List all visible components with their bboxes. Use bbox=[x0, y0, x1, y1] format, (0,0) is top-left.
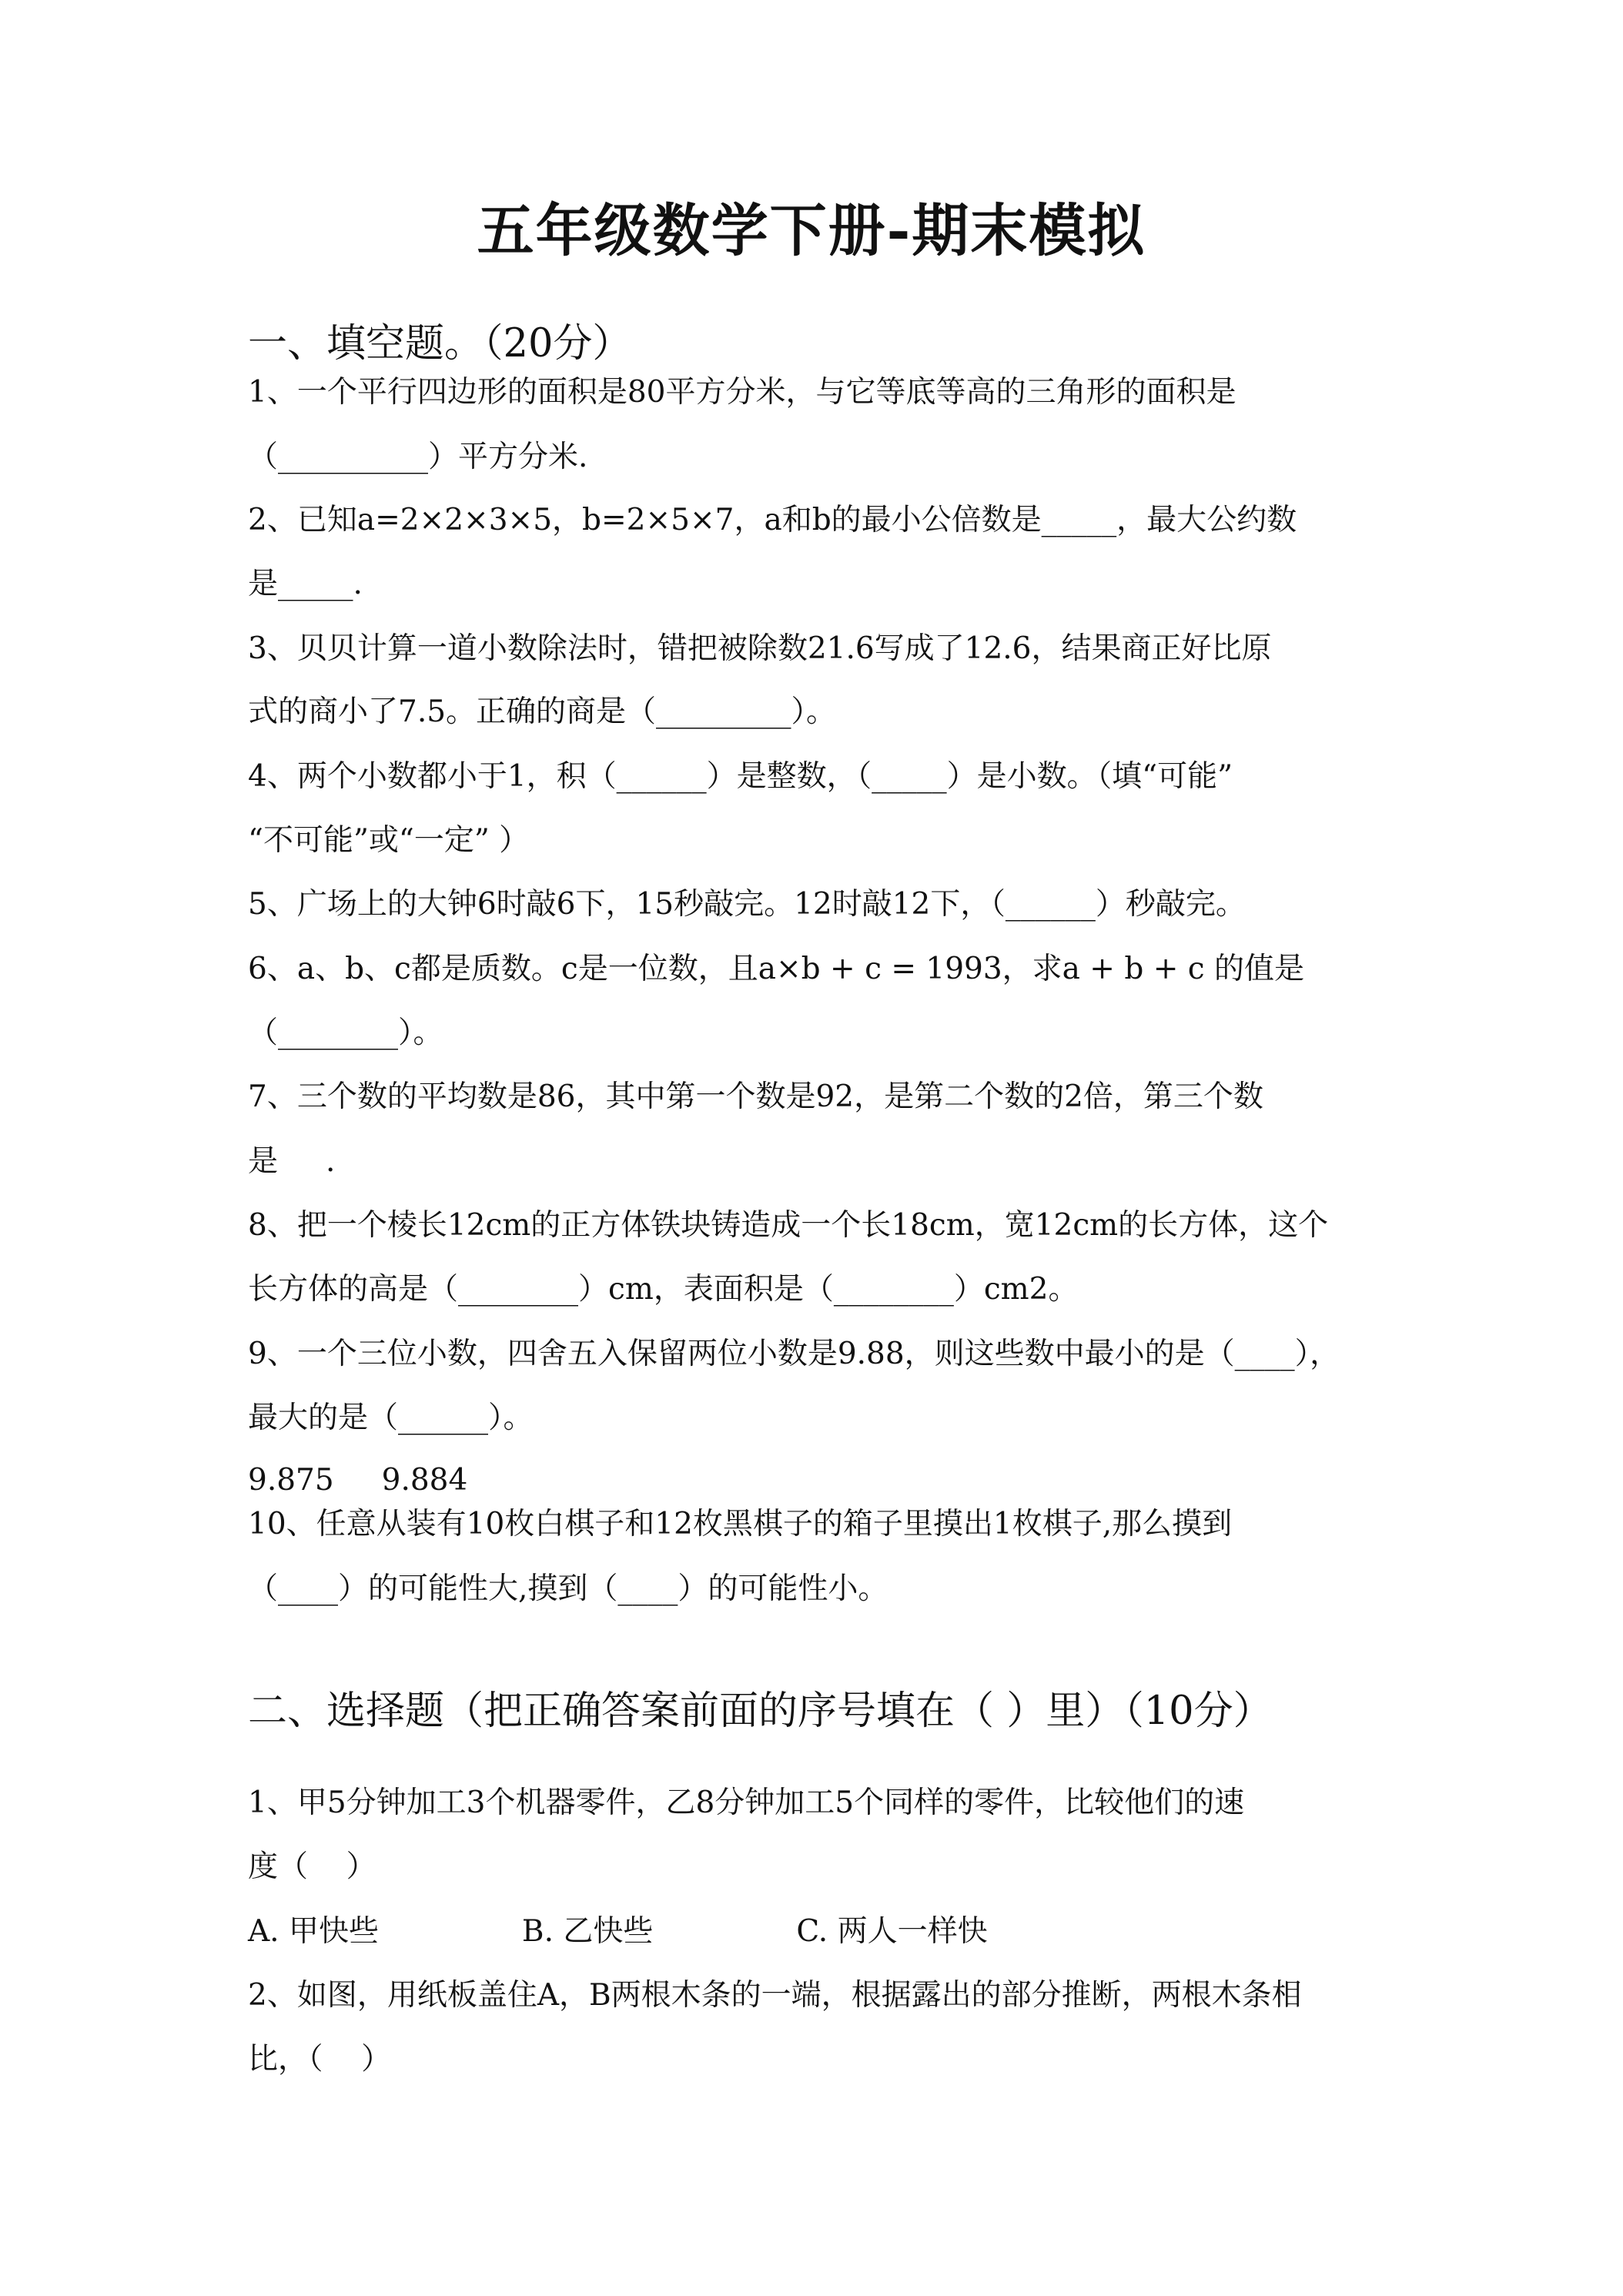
question-line: 是_____. bbox=[248, 567, 363, 601]
question-line: 5、广场上的大钟6时敲6下，15秒敲完。12时敲12下，（______）秒敲完。 bbox=[248, 887, 1246, 922]
question-line: 最大的是（______）。 bbox=[248, 1401, 534, 1435]
question-line: 6、a、b、c都是质数。c是一位数，且a×b + c = 1993，求a + b + c 的值是 bbox=[248, 952, 1305, 986]
question-line: 10、任意从装有10枚白棋子和12枚黑棋子的箱子里摸出1枚棋子,那么摸到 bbox=[248, 1507, 1233, 1541]
page-title: 五年级数学下册-期末模拟 bbox=[477, 198, 1146, 264]
question-line: 式的商小了7.5。正确的商是（_________）。 bbox=[248, 694, 837, 729]
question-line: 9.875 9.884 bbox=[248, 1463, 468, 1498]
question-line: 2、已知a=2×2×3×5，b=2×5×7，a和b的最小公倍数是_____，最大公约数 bbox=[248, 503, 1297, 537]
question-line: 是 . bbox=[248, 1144, 336, 1179]
question-line: 1、甲5分钟加工3个机器零件，乙8分钟加工5个同样的零件，比较他们的速 bbox=[248, 1786, 1245, 1820]
section-heading-fill-blank: 一、填空题。（20分） bbox=[248, 321, 632, 366]
choice-options: A. 甲快些 B. 乙快些 C. 两人一样快 bbox=[248, 1914, 988, 1949]
question-line: 3、贝贝计算一道小数除法时，错把被除数21.6写成了12.6，结果商正好比原 bbox=[248, 631, 1272, 666]
question-line: 7、三个数的平均数是86，其中第一个数是92，是第二个数的2倍，第三个数 bbox=[248, 1079, 1263, 1114]
question-line: （________）。 bbox=[248, 1016, 443, 1050]
question-line: 长方体的高是（________）cm，表面积是（________）cm2。 bbox=[248, 1272, 1079, 1307]
question-line: 4、两个小数都小于1，积（______）是整数，（_____）是小数。（填“可能” bbox=[248, 759, 1233, 794]
question-line: （____）的可能性大,摸到（____）的可能性小。 bbox=[248, 1571, 888, 1606]
question-line: 8、把一个棱长12cm的正方体铁块铸造成一个长18cm，宽12cm的长方体，这个 bbox=[248, 1208, 1329, 1243]
question-line: “不可能”或“一定” ） bbox=[248, 823, 530, 858]
section-heading-multiple-choice: 二、选择题（把正确答案前面的序号填在（ ）里）（10分） bbox=[248, 1689, 1273, 1734]
question-line: 2、如图，用纸板盖住A，B两根木条的一端，根据露出的部分推断，两根木条相 bbox=[248, 1978, 1302, 2013]
question-line: （__________）平方分米. bbox=[248, 440, 588, 474]
question-line: 度（ ） bbox=[248, 1849, 376, 1884]
question-line: 9、一个三位小数，四舍五入保留两位小数是9.88，则这些数中最小的是（____）， bbox=[248, 1337, 1340, 1371]
question-line: 1、一个平行四边形的面积是80平方分米，与它等底等高的三角形的面积是 bbox=[248, 375, 1236, 410]
question-line: 比，（ ） bbox=[248, 2042, 392, 2077]
